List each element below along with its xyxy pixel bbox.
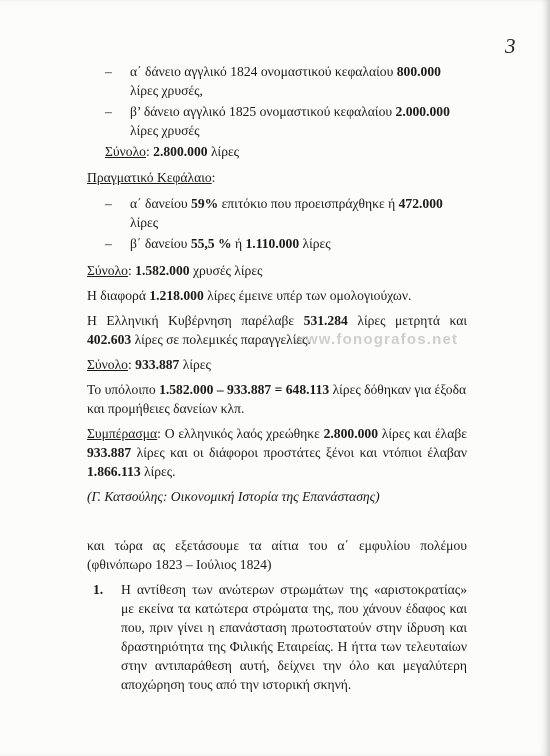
document-body xyxy=(87,62,467,694)
rate-value: 55,5 % xyxy=(190,236,232,251)
colon: : xyxy=(211,170,216,185)
real-text: ή xyxy=(231,236,246,251)
loan-text: α΄ δάνειο αγγλικό 1824 ονομαστικού κεφαλαίου xyxy=(130,64,397,79)
heading-label: Πραγματικό Κεφάλαιο xyxy=(87,170,212,185)
watermark: www.fonografos.net xyxy=(293,331,459,348)
cause-item xyxy=(93,580,467,694)
nominal-total xyxy=(105,142,467,161)
dash-marker: – xyxy=(105,104,112,119)
paragraph-text: λίρες έμεινε υπέρ των ομολογιούχων. xyxy=(203,288,412,303)
paragraph-text: λίρες δόθηκαν για έξοδα και προμήθειες δανείων κλπ. xyxy=(87,382,467,416)
paragraph-text: λίρες και οι διάφοροι προστάτες ξένοι και ντόπιοι έλαβαν xyxy=(131,445,467,460)
loan-item xyxy=(105,62,467,100)
real-item xyxy=(105,234,467,253)
real-text: λίρες xyxy=(130,215,159,230)
total-label: Σύνολο xyxy=(87,263,128,278)
cash-value: 531.284 xyxy=(303,313,348,328)
colon: : xyxy=(157,426,165,441)
total-unit: χρυσές λίρες xyxy=(189,263,263,278)
difference-paragraph xyxy=(87,286,467,305)
item-number: 1. xyxy=(93,582,104,597)
orders-value: 402.603 xyxy=(87,332,132,347)
real-text: α΄ δανείου xyxy=(130,196,192,211)
paragraph-text: Ο ελληνικός λαός χρεώθηκε xyxy=(164,426,324,441)
paragraph-text: λίρες μετρητά και xyxy=(347,313,467,328)
total-label: Σύνολο xyxy=(87,357,128,372)
conclusion-label: Συμπέρασμα xyxy=(87,426,158,441)
rate-value: 59% xyxy=(191,196,219,211)
real-text: β΄ δανείου xyxy=(130,236,191,251)
conclusion-paragraph xyxy=(87,424,467,481)
real-total xyxy=(87,261,467,280)
real-text: επιτόκιο που προεισπράχθηκε ή xyxy=(218,196,399,211)
cause-text: Η αντίθεση των ανώτερων στρωμάτων της «αριστοκρατίας» με εκείνα τα κατώτερα στρώματα της, που χάνουν έδαφος και που, πριν γίνει η επανάσταση πρωτοστατούν στην ίδρυση και δραστηριότητα της Φιλικής Εταιρείας. Η ήττα των τελευταίων στην αντιπαράθεση αυτή, δείχνει την όλο και μεγαλύτερη αποχώρηση τους από την ιστορική σκηνή. xyxy=(121,582,467,692)
colon: : xyxy=(127,263,136,278)
loan-text: λίρες χρυσές xyxy=(130,123,200,138)
real-amount: 1.110.000 xyxy=(245,236,300,251)
paragraph-text: λίρες. xyxy=(140,464,176,479)
charged-value: 2.800.000 xyxy=(323,426,378,441)
total-value: 2.800.000 xyxy=(153,144,208,159)
dash-marker: – xyxy=(105,196,112,211)
total-unit: λίρες xyxy=(207,144,240,159)
intro-paragraph: και τώρα ας εξετάσουμε τα αίτια του α΄ εμφυλίου πολέμου (φθινόπωρο 1823 – Ιούλιος 1824) xyxy=(87,538,467,572)
dash-marker: – xyxy=(105,64,112,79)
source-citation: (Γ. Κατσούλης: Οικονομική Ιστορία της Επανάστασης) xyxy=(87,489,380,504)
paragraph-text: Η διαφορά xyxy=(87,288,150,303)
received-total xyxy=(87,355,467,374)
difference-value: 1.218.000 xyxy=(149,288,204,303)
colon: : xyxy=(145,144,150,159)
total-label: Σύνολο xyxy=(105,144,146,159)
loan-text: β’ δάνειο αγγλικό 1825 ονομαστικού κεφαλαίου xyxy=(130,104,396,119)
dash-marker: – xyxy=(105,236,112,251)
total-value: 933.887 xyxy=(135,357,180,372)
real-capital-heading xyxy=(87,168,467,187)
total-unit: λίρες xyxy=(179,357,211,372)
loan-text: λίρες χρυσές, xyxy=(130,83,203,98)
page-number: 3 xyxy=(505,34,516,58)
remainder-paragraph xyxy=(87,380,467,418)
paragraph-text: λίρες και έλαβε xyxy=(377,426,467,441)
loan-amount: 2.000.000 xyxy=(395,104,450,119)
real-item xyxy=(105,194,467,232)
loan-amount: 800.000 xyxy=(396,64,441,79)
patrons-value: 1.866.113 xyxy=(87,464,141,479)
total-value: 1.582.000 xyxy=(135,263,190,278)
loan-item xyxy=(105,102,467,140)
real-amount: 472.000 xyxy=(398,196,443,211)
paragraph-text: Η Ελληνική Κυβέρνηση παρέλαβε xyxy=(87,313,304,328)
received-value: 933.887 xyxy=(87,445,132,460)
colon: : xyxy=(127,357,136,372)
paragraph-text: Το υπόλοιπο xyxy=(87,382,160,397)
real-text: λίρες xyxy=(299,236,331,251)
remainder-expression: 1.582.000 – 933.887 = 648.113 xyxy=(159,382,330,397)
paragraph-text: λίρες σε πολεμικές παραγγελίες. xyxy=(131,332,311,347)
